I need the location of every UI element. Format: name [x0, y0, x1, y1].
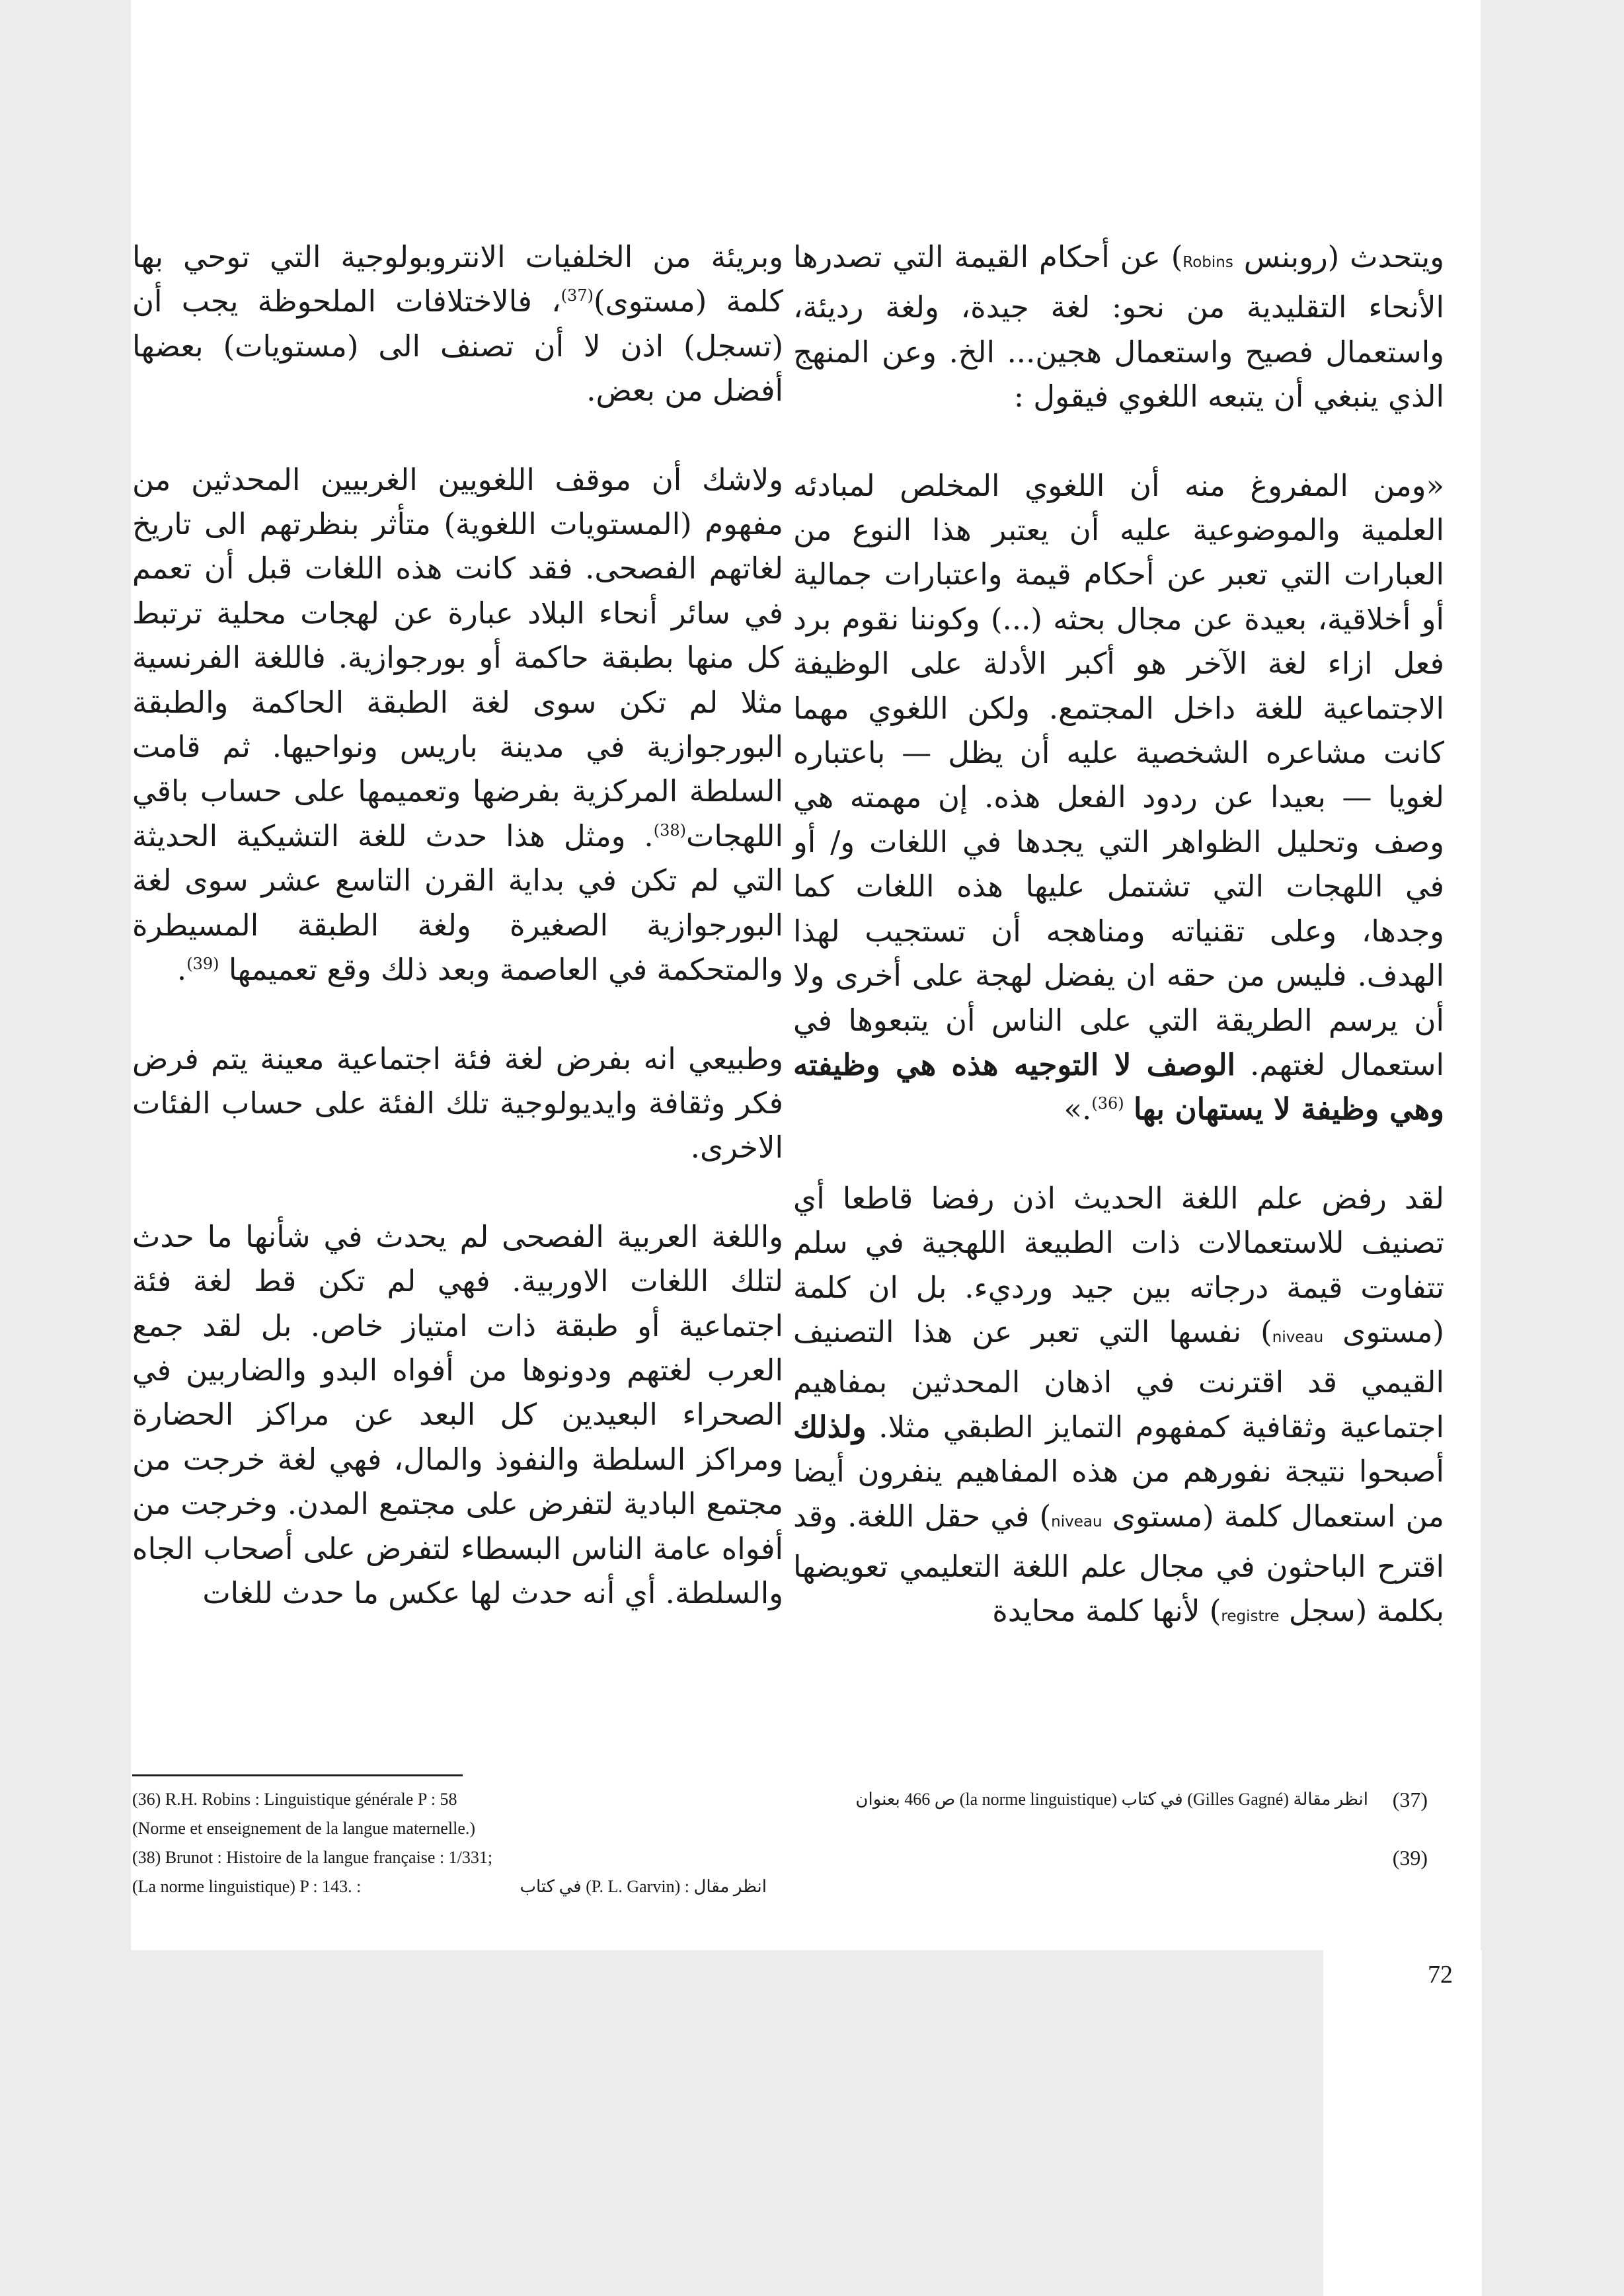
footnote-39-title: (La norme linguistique) P : 143. :: [132, 1877, 362, 1896]
quote-robins: «ومن المفروغ منه أن اللغوي المخلص لمبادئه العلمية والموضوعية عليه أن يعتبر هذا النوع من العبارات التي تعبر عن أحكام قيمة واعتبارات جمالية أو أخلاقية، بعيدة عن مجال بحثه (...) وكوننا نقوم برد فعل ازاء لغة الآخر هو أكبر الأدلة على الوظيفة الاجتماعية للغة داخل المجتمع. ولكن اللغوي مهما كانت مشاعره الشخصية عليه أن يظل — باعتباره لغويا — بعيدا عن ردود الفعل هذه. إن مهمته هي وصف وتحليل الظواهر التي يجدها في اللغات و/ أو في اللهجات التي تشتمل عليها هذه اللغات كما وجدها، وعلى تقنياته ومناهجه أن تستجيب لهذا الهدف. فليس من حقه ان يفضل لهجة على أخرى ولا أن يرسم الطريقة التي على الناس أن يتبعوها في استعمال لغتهم. الوصف لا التوجيه هذه هي وظيفته وهي وظيفة لا يستهان بها $^{(36)}$.»: [793, 467, 1445, 1127]
latin-term: registre: [1221, 1608, 1280, 1626]
footnote-37-title: [132, 1814, 1428, 1843]
latin-term: niveau: [1272, 1328, 1324, 1346]
footnote-39-number: (39): [1392, 1846, 1428, 1870]
paragraph-western-linguists: ولاشك أن موقف اللغويين الغربيين المحدثين من مفهوم (المستويات اللغوية) متأثر بنظرتهم الى تاريخ لغاتهم الفصحى. فقد كانت هذه اللغات قبل أن تعمم في سائر أنحاء البلاد عبارة عن لهجات محلية ترتبط كل منها بطبقة حاكمة أو بورجوازية. فاللغة الفرنسية مثلا لم تكن سوى لغة الطبقة الحاكمة والطبقة البورجوازية في مدينة باريس ونواحيها. ثم قامت السلطة المركزية بفرضها وتعميمها على حساب باقي اللهجات$^{(38)}$. ومثل هذا حدث للغة التشيكية الحديثة التي لم تكن في بداية القرن التاسع عشر سوى لغة البورجوازية الصغيرة ولغة الطبقة المسيطرة والمتحكمة في العاصمة وبعد ذلك وقع تعميمها $^{(39)}$.: [132, 461, 783, 988]
footnote-37-title-text: (Norme et enseignement de la langue maternelle.): [132, 1819, 476, 1838]
footnote-divider: [132, 1774, 463, 1776]
quote-bold-text: الوصف لا التوجيه هذه هي وظيفته وهي وظيفة لا يستهان بها: [793, 1047, 1444, 1127]
right-column: [793, 235, 1444, 1640]
footnote-ref: (36): [1091, 1094, 1124, 1113]
bold-word: ولذلك: [793, 1409, 867, 1445]
page-number: 72: [1428, 1961, 1453, 1989]
footnote-39-source: انظر مقال : (P. L. Garvin) في كتاب: [520, 1877, 767, 1896]
footnotes: [132, 1785, 1428, 1901]
footnote-ref: (38): [653, 820, 687, 840]
footnote-38: (38) Brunot : Histoire de la langue française : 1/331;: [132, 1848, 493, 1867]
left-column: [132, 235, 783, 1615]
footnote-36-37: [132, 1785, 1428, 1814]
footnote-38-39: [132, 1843, 1428, 1872]
latin-term: niveau: [1051, 1513, 1102, 1530]
paragraph-neutral-term: وبريئة من الخلفيات الانتروبولوجية التي توحي بها كلمة (مستوى)$^{(37)}$، فالاختلافات الملحوظة يجب أن (تسجل) اذن لا أن تصنف الى (مستويات) بعضها أفضل من بعض.: [132, 239, 783, 409]
paragraph-imposition: وطبيعي انه بفرض لغة فئة اجتماعية معينة يتم فرض فكر وثقافة وايديولوجية تلك الفئة على حساب الفئات الاخرى.: [132, 1041, 783, 1166]
page-margin-strip: [1323, 1950, 1482, 2296]
footnote-ref: (39): [186, 955, 219, 974]
footnote-39: [132, 1872, 1428, 1901]
footnote-37-source: انظر مقالة (Gilles Gagné) في كتاب (la norme linguistique) ص 466 بعنوان: [855, 1790, 1368, 1809]
paragraph-rejection: لقد رفض علم اللغة الحديث اذن رفضا قاطعا أي تصنيف للاستعمالات ذات الطبيعة اللهجية في سلم تتفاوت قيمة درجاته بين جيد ورديء. بل ان كلمة (مستوى niveau) نفسها التي تعبر عن هذا التصنيف القيمي قد اقترنت في اذهان المحدثين بمفاهيم اجتماعية وثقافية كمفهوم التمايز الطبقي مثلا. ولذلك أصبحوا نتيجة نفورهم من هذه المفاهيم ينفرون أيضا من استعمال كلمة (مستوى niveau) في حقل اللغة. وقد اقترح الباحثون في مجال علم اللغة التعليمي تعويضها بكلمة (سجل registre) لأنها كلمة محايدة: [793, 1180, 1444, 1629]
footnote-37-number: (37): [1392, 1788, 1428, 1811]
footnote-ref: (37): [561, 286, 594, 305]
paragraph-arabic-fusha: واللغة العربية الفصحى لم يحدث في شأنها ما حدث لتلك اللغات الاوربية. فهي لم تكن قط لغة فئة اجتماعية أو طبقة ذات امتياز خاص. بل لقد جمع العرب لغتهم ودونوها من أفواه البدو والضاربين في الصحراء البعيدين كل البعد عن مراكز الحضارة ومراكز السلطة والنفوذ والمال، فهي لغة خرجت من مجتمع البادية لتفرض على مجتمع المدن. وخرجت من أفواه عامة الناس البسطاء لتفرض على أصحاب الجاه والسلطة. أي أنه حدث لها عكس ما حدث للغات: [132, 1218, 783, 1610]
latin-term: Robins: [1182, 254, 1233, 271]
footnote-36: (36) R.H. Robins : Linguistique générale P : 58: [132, 1790, 457, 1809]
paragraph-robins-intro: ويتحدث (روبنس Robins) عن أحكام القيمة التي تصدرها الأنحاء التقليدية من نحو: لغة جيدة، ولغة رديئة، واستعمال فصيح واستعمال هجين... الخ. وعن المنهج الذي ينبغي أن يتبعه اللغوي فيقول :: [793, 239, 1444, 415]
